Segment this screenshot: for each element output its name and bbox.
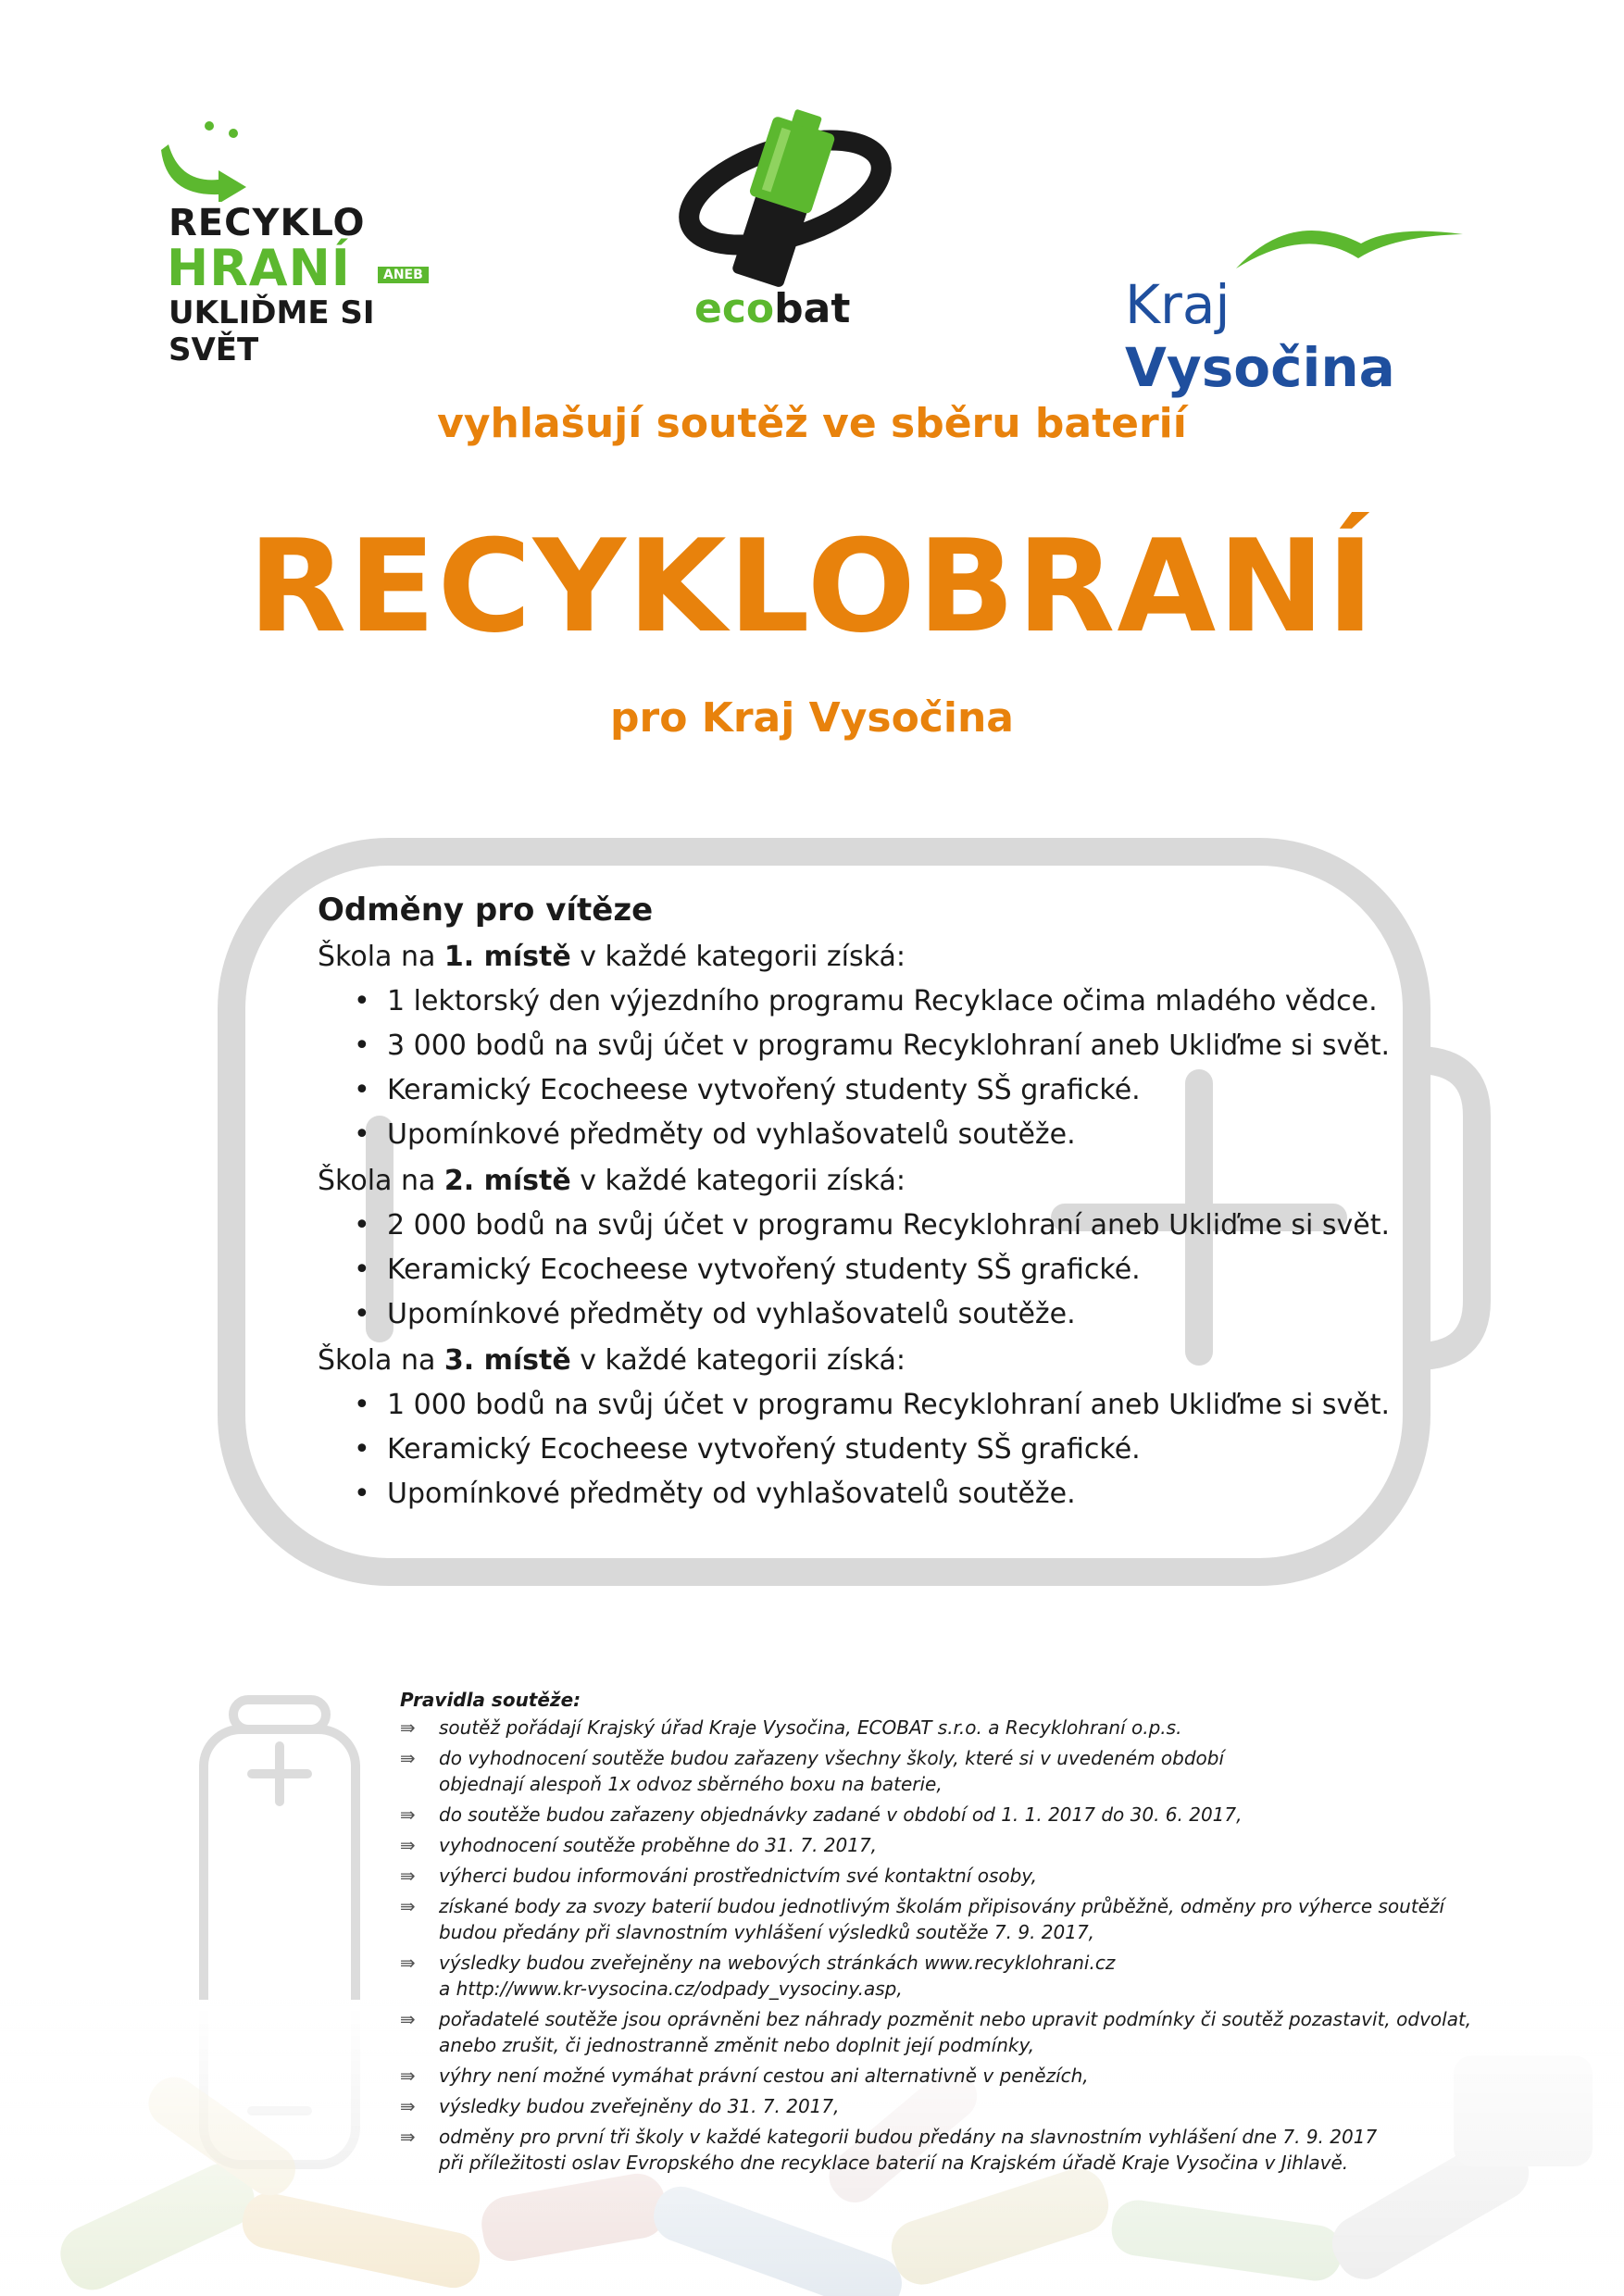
rule-line: výsledky budou zveřejněny na webových stránkách www.recyklohrani.cz <box>439 1952 1116 1974</box>
place-3-list <box>318 1383 1429 1516</box>
rule-item <box>400 2006 1493 2058</box>
arrow-icon: ⇛ <box>400 1895 416 1917</box>
arrow-icon: ⇛ <box>400 1716 416 1739</box>
place-1-list <box>318 980 1429 1157</box>
rule-line: anebo zrušit, či jednostranně změnit nebo doplnit její podmínky, <box>439 2034 1035 2056</box>
list-item: • Keramický Ecocheese vytvořený studenty SŠ grafické. <box>387 1068 1429 1113</box>
rules-list <box>400 1715 1493 2176</box>
rule-line: do soutěže budou zařazeny objednávky zadané v období od 1. 1. 2017 do 30. 6. 2017, <box>439 1803 1243 1826</box>
rule-item <box>400 1950 1493 2002</box>
ecobat-logo <box>676 102 898 333</box>
rule-item <box>400 1745 1493 1797</box>
battery-orbit-icon <box>676 102 898 287</box>
rules-heading: Pravidla soutěže: <box>400 1689 581 1711</box>
rule-line: výhry není možné vymáhat právní cestou ani alternativně v penězích, <box>439 2065 1089 2087</box>
rule-line: odměny pro první tři školy v každé kategorii budou předány na slavnostním vyhlášení dne 7. 9. 2017 <box>439 2126 1378 2148</box>
logo-aneb-badge: ANEB <box>378 267 429 283</box>
rule-line: soutěž pořádají Krajský úřad Kraje Vysočina, ECOBAT s.r.o. a Recyklohraní o.p.s. <box>439 1716 1182 1739</box>
kraj-vysocina-logo <box>1116 218 1468 399</box>
rule-line: vyhodnocení soutěže proběhne do 31. 7. 2017, <box>439 1834 878 1856</box>
rule-line: objednají alespoň 1x odvoz sběrného boxu na baterie, <box>439 1773 943 1795</box>
place-2-heading: Škola na 2. místě v každé kategorii získá: <box>318 1165 906 1197</box>
rule-line: získané body za svozy baterií budou jednotlivým školám připisovány průběžně, odměny pro výherce soutěží <box>439 1895 1445 1917</box>
list-item: • Keramický Ecocheese vytvořený studenty SŠ grafické. <box>387 1248 1429 1292</box>
arrow-icon: ⇛ <box>400 1803 416 1826</box>
list-item: • Upomínkové předměty od vyhlašovatelů soutěže. <box>387 1113 1429 1157</box>
place-1-heading: Škola na 1. místě v každé kategorii získá: <box>318 941 906 973</box>
arrow-icon: ⇛ <box>400 2095 416 2117</box>
list-item: • Upomínkové předměty od vyhlašovatelů soutěže. <box>387 1292 1429 1337</box>
list-item: • 1 lektorský den výjezdního programu Recyklace očima mladého vědce. <box>387 980 1429 1024</box>
arrow-icon: ⇛ <box>400 1834 416 1856</box>
arrow-icon: ⇛ <box>400 1952 416 1974</box>
arrow-icon: ⇛ <box>400 2065 416 2087</box>
rule-line: výherci budou informováni prostřednictvím své kontaktní osoby, <box>439 1865 1037 1887</box>
rewards-heading: Odměny pro vítěze <box>318 892 654 929</box>
rule-line: a http://www.kr-vysocina.cz/odpady_vysociny.asp, <box>439 1978 903 2000</box>
rule-item <box>400 1832 1493 1858</box>
rule-line: při příležitosti oslav Evropského dne recyklace baterií na Krajském úřadě Kraje Vysočina v Jihlavě. <box>439 2152 1349 2174</box>
list-item: • 1 000 bodů na svůj účet v programu Recyklohraní aneb Ukliďme si svět. <box>387 1383 1429 1428</box>
rule-item <box>400 2093 1493 2119</box>
kraj-wordmark: Kraj Vysočina <box>1125 273 1395 399</box>
rule-item <box>400 2063 1493 2089</box>
rule-line: pořadatelé soutěže jsou oprávněni bez náhrady pozměnit nebo upravit podmínky či soutěž pozastavit, odvolat, <box>439 2008 1472 2030</box>
rule-line: výsledky budou zveřejněny do 31. 7. 2017, <box>439 2095 840 2117</box>
rule-item <box>400 2124 1493 2176</box>
logo-line-hrani: HRANÍ <box>167 239 351 297</box>
recyklohrani-logo <box>157 119 454 368</box>
place-3-heading: Škola na 3. místě v každé kategorii získá: <box>318 1344 906 1377</box>
logo-line-recyklo: RECYKLO <box>169 202 366 244</box>
arrow-icon: ⇛ <box>400 1865 416 1887</box>
arrow-icon: ⇛ <box>400 2008 416 2030</box>
place-2-list <box>318 1204 1429 1337</box>
rule-line: do vyhodnocení soutěže budou zařazeny všechny školy, které si v uvedeném období <box>439 1747 1225 1769</box>
list-item: • 2 000 bodů na svůj účet v programu Recyklohraní aneb Ukliďme si svět. <box>387 1204 1429 1248</box>
rule-item <box>400 1715 1493 1741</box>
rule-item <box>400 1893 1493 1945</box>
rewards-section <box>318 887 1429 1516</box>
ecobat-wordmark: ecobat <box>694 285 851 332</box>
main-title: RECYKLOBRANÍ <box>247 512 1377 661</box>
subtitle: vyhlašují soutěž ve sběru baterií <box>437 400 1187 447</box>
rules-section <box>400 1687 1493 2180</box>
recycle-smile-icon <box>161 119 272 202</box>
rule-item <box>400 1802 1493 1828</box>
list-item: • Keramický Ecocheese vytvořený studenty SŠ grafické. <box>387 1428 1429 1472</box>
rule-item <box>400 1863 1493 1889</box>
region-title: pro Kraj Vysočina <box>610 694 1014 742</box>
list-item: • Upomínkové předměty od vyhlašovatelů soutěže. <box>387 1472 1429 1516</box>
list-item: • 3 000 bodů na svůj účet v programu Recyklohraní aneb Ukliďme si svět. <box>387 1024 1429 1068</box>
rule-line: budou předány při slavnostním vyhlášení výsledků soutěže 7. 9. 2017, <box>439 1921 1095 1943</box>
arrow-icon: ⇛ <box>400 1747 416 1769</box>
logo-line-uklidme: UKLIĎME SI SVĚT <box>169 294 375 368</box>
arrow-icon: ⇛ <box>400 2126 416 2148</box>
